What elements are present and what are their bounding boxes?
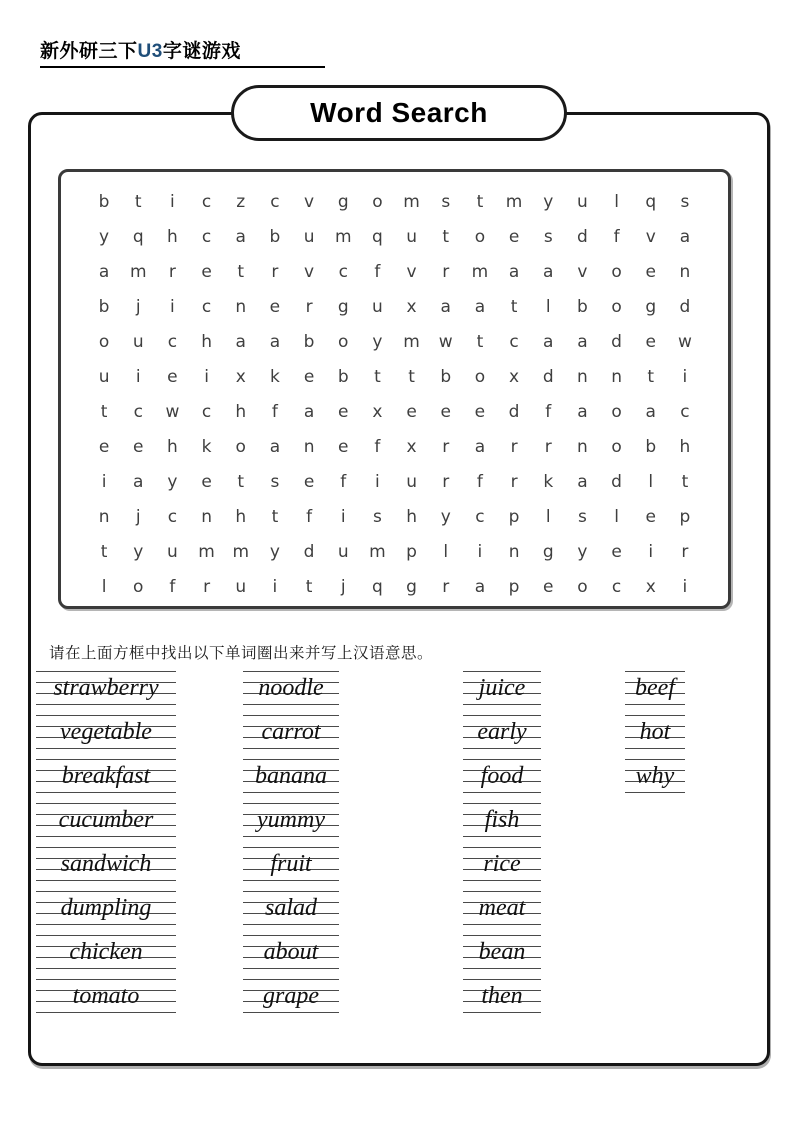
grid-letter: s bbox=[543, 226, 553, 247]
grid-letter: t bbox=[476, 191, 484, 212]
grid-letter: i bbox=[340, 506, 346, 527]
grid-letter: r bbox=[442, 436, 450, 457]
grid-letter: n bbox=[98, 506, 110, 527]
grid-letter: a bbox=[679, 226, 691, 247]
grid-letter: d bbox=[611, 471, 622, 492]
word-entry bbox=[243, 847, 339, 881]
word-text: salad bbox=[264, 895, 317, 921]
word-entry bbox=[463, 935, 541, 969]
grid-letter: f bbox=[476, 471, 483, 492]
grid-letter: u bbox=[167, 541, 178, 562]
grid-letter: u bbox=[235, 576, 247, 597]
word-list bbox=[31, 671, 767, 1051]
word-entry bbox=[463, 847, 541, 881]
grid-letter: m bbox=[129, 261, 147, 282]
grid-letter: m bbox=[403, 331, 420, 352]
word-text: noodle bbox=[258, 675, 324, 701]
grid-letter: u bbox=[577, 191, 588, 212]
grid-letter: o bbox=[611, 261, 622, 282]
grid-letter: t bbox=[442, 226, 450, 247]
word-entry bbox=[625, 671, 685, 705]
word-text: fish bbox=[484, 807, 520, 833]
grid-letter: g bbox=[337, 296, 349, 317]
grid-letter: a bbox=[98, 261, 110, 282]
grid-letter: o bbox=[372, 191, 383, 212]
word-entry bbox=[36, 847, 176, 881]
grid-letter: r bbox=[681, 541, 689, 562]
word-entry bbox=[243, 759, 339, 793]
grid-letter: e bbox=[440, 401, 451, 422]
grid-letter: y bbox=[133, 541, 144, 562]
grid-letter: w bbox=[677, 331, 692, 352]
grid-letter: o bbox=[98, 331, 110, 352]
grid-letter: a bbox=[235, 226, 246, 247]
word-entry bbox=[463, 759, 541, 793]
grid-letter: r bbox=[442, 261, 450, 282]
grid-letter: a bbox=[577, 401, 588, 422]
grid-letter: r bbox=[510, 436, 518, 457]
grid-letter: d bbox=[303, 541, 315, 562]
word-entry bbox=[243, 935, 339, 969]
word-column-3 bbox=[463, 671, 541, 1023]
grid-letter: z bbox=[236, 191, 246, 212]
word-entry bbox=[463, 979, 541, 1013]
grid-letter: r bbox=[442, 471, 450, 492]
word-entry bbox=[463, 891, 541, 925]
grid-letter: u bbox=[337, 541, 349, 562]
grid-letter: r bbox=[544, 436, 552, 457]
word-text: hot bbox=[639, 719, 671, 745]
grid-letter: h bbox=[406, 506, 417, 527]
grid-letter: e bbox=[645, 506, 656, 527]
grid-letter: y bbox=[543, 191, 554, 212]
grid-letter: o bbox=[474, 226, 486, 247]
grid-letter: m bbox=[369, 541, 386, 562]
grid-letter: p bbox=[406, 541, 417, 562]
grid-letter: y bbox=[167, 471, 178, 492]
page-title-suffix: 字谜游戏 bbox=[162, 41, 241, 62]
grid-letter: p bbox=[508, 576, 520, 597]
grid-letter: v bbox=[577, 261, 588, 282]
grid-letter: i bbox=[682, 366, 688, 387]
grid-letter: l bbox=[545, 506, 551, 527]
grid-letter: c bbox=[475, 506, 485, 527]
word-entry bbox=[463, 803, 541, 837]
grid-letter: a bbox=[508, 261, 520, 282]
grid-letter: g bbox=[406, 576, 417, 597]
word-entry bbox=[243, 979, 339, 1013]
grid-letter: d bbox=[611, 331, 622, 352]
grid-letter: q bbox=[372, 576, 383, 597]
grid-letter: f bbox=[271, 401, 278, 422]
grid-letter: l bbox=[614, 191, 619, 212]
grid-letter: t bbox=[681, 471, 689, 492]
grid-letter: m bbox=[232, 541, 250, 562]
word-text: meat bbox=[478, 895, 526, 921]
grid-letter: n bbox=[679, 261, 691, 282]
letter-grid bbox=[87, 184, 702, 598]
grid-letter: e bbox=[338, 401, 349, 422]
grid-letter: t bbox=[100, 401, 108, 422]
word-text: sandwich bbox=[60, 851, 152, 877]
grid-letter: i bbox=[682, 576, 688, 597]
grid-letter: o bbox=[235, 436, 246, 457]
grid-letter: a bbox=[303, 401, 315, 422]
grid-letter: j bbox=[135, 506, 141, 527]
grid-letter: c bbox=[201, 191, 212, 212]
grid-letter: y bbox=[269, 541, 280, 562]
grid-letter: m bbox=[505, 191, 523, 212]
grid-letter: c bbox=[509, 331, 519, 352]
grid-letter: o bbox=[474, 366, 486, 387]
grid-letter: y bbox=[440, 506, 451, 527]
grid-letter: g bbox=[337, 191, 349, 212]
grid-letter: e bbox=[543, 576, 554, 597]
grid-letter: e bbox=[303, 366, 315, 387]
word-text: grape bbox=[263, 983, 319, 1009]
grid-letter: t bbox=[374, 366, 381, 387]
grid-letter: t bbox=[237, 471, 245, 492]
word-column-1 bbox=[36, 671, 176, 1023]
grid-letter: d bbox=[577, 226, 588, 247]
grid-letter: c bbox=[611, 576, 622, 597]
grid-letter: i bbox=[375, 471, 380, 492]
grid-letter: k bbox=[201, 436, 212, 457]
word-entry bbox=[36, 935, 176, 969]
word-text: early bbox=[477, 719, 527, 745]
grid-letter: a bbox=[269, 331, 281, 352]
word-entry bbox=[243, 715, 339, 749]
grid-letter: w bbox=[165, 401, 180, 422]
word-entry bbox=[243, 671, 339, 705]
grid-letter: o bbox=[577, 576, 588, 597]
grid-letter: u bbox=[303, 226, 315, 247]
grid-letter: e bbox=[474, 401, 486, 422]
grid-letter: t bbox=[408, 366, 415, 387]
grid-letter: s bbox=[441, 191, 451, 212]
grid-letter: a bbox=[474, 576, 486, 597]
grid-letter: m bbox=[471, 261, 489, 282]
grid-letter: a bbox=[235, 331, 246, 352]
grid-letter: b bbox=[645, 436, 657, 457]
grid-letter: e bbox=[201, 471, 212, 492]
grid-letter: n bbox=[611, 366, 622, 387]
grid-letter: r bbox=[203, 576, 211, 597]
word-text: breakfast bbox=[61, 763, 151, 789]
word-text: banana bbox=[255, 763, 327, 789]
word-text: why bbox=[635, 763, 675, 789]
word-text: rice bbox=[483, 851, 521, 877]
grid-letter: x bbox=[509, 366, 520, 387]
grid-letter: b bbox=[98, 191, 110, 212]
word-column-4 bbox=[625, 671, 685, 803]
grid-letter: q bbox=[645, 191, 657, 212]
grid-letter: o bbox=[611, 401, 622, 422]
word-entry bbox=[36, 759, 176, 793]
grid-letter: m bbox=[198, 541, 215, 562]
grid-letter: i bbox=[272, 576, 278, 597]
grid-letter: g bbox=[542, 541, 554, 562]
word-entry bbox=[36, 671, 176, 705]
grid-letter: k bbox=[269, 366, 280, 387]
word-text: food bbox=[480, 763, 524, 789]
grid-letter: k bbox=[543, 471, 554, 492]
grid-letter: f bbox=[545, 401, 552, 422]
grid-letter: o bbox=[611, 296, 622, 317]
word-column-2 bbox=[243, 671, 339, 1023]
grid-letter: b bbox=[337, 366, 349, 387]
grid-letter: s bbox=[372, 506, 382, 527]
word-entry bbox=[625, 715, 685, 749]
grid-letter: a bbox=[543, 261, 554, 282]
grid-letter: e bbox=[133, 436, 144, 457]
grid-letter: t bbox=[100, 541, 108, 562]
word-text: tomato bbox=[72, 983, 140, 1009]
grid-letter: a bbox=[577, 471, 588, 492]
worksheet-card bbox=[28, 97, 770, 1066]
grid-letter: t bbox=[134, 191, 142, 212]
grid-letter: e bbox=[201, 261, 212, 282]
grid-letter: t bbox=[647, 366, 655, 387]
grid-letter: r bbox=[305, 296, 313, 317]
grid-letter: s bbox=[270, 471, 280, 492]
grid-letter: a bbox=[474, 436, 486, 457]
grid-letter: t bbox=[305, 576, 313, 597]
word-text: juice bbox=[478, 675, 526, 701]
word-entry bbox=[36, 803, 176, 837]
grid-letter: a bbox=[474, 296, 486, 317]
grid-letter: a bbox=[577, 331, 588, 352]
word-text: yummy bbox=[257, 807, 325, 833]
grid-letter: i bbox=[204, 366, 209, 387]
grid-letter: e bbox=[508, 226, 520, 247]
grid-letter: b bbox=[440, 366, 452, 387]
word-text: fruit bbox=[270, 851, 312, 877]
grid-letter: c bbox=[338, 261, 348, 282]
grid-letter: r bbox=[271, 261, 279, 282]
grid-letter: c bbox=[270, 191, 280, 212]
grid-letter: n bbox=[508, 541, 520, 562]
grid-letter: u bbox=[372, 296, 383, 317]
grid-letter: h bbox=[167, 226, 178, 247]
grid-letter: d bbox=[679, 296, 691, 317]
grid-letter: y bbox=[99, 226, 110, 247]
grid-letter: r bbox=[442, 576, 450, 597]
grid-letter: y bbox=[372, 331, 383, 352]
grid-letter: e bbox=[645, 261, 656, 282]
grid-letter: d bbox=[508, 401, 520, 422]
grid-letter: c bbox=[167, 506, 178, 527]
word-text: strawberry bbox=[53, 675, 159, 701]
grid-letter: h bbox=[235, 401, 247, 422]
letter-grid-box bbox=[58, 169, 731, 609]
grid-letter: v bbox=[304, 261, 315, 282]
grid-letter: p bbox=[508, 506, 520, 527]
grid-letter: e bbox=[338, 436, 349, 457]
grid-letter: q bbox=[372, 226, 383, 247]
grid-letter: h bbox=[679, 436, 691, 457]
grid-letter: b bbox=[303, 331, 315, 352]
grid-letter: a bbox=[133, 471, 144, 492]
grid-letter: o bbox=[133, 576, 144, 597]
grid-letter: j bbox=[135, 296, 141, 317]
grid-letter: x bbox=[235, 366, 246, 387]
grid-letter: q bbox=[132, 226, 144, 247]
grid-letter: x bbox=[372, 401, 383, 422]
grid-letter: j bbox=[340, 576, 346, 597]
grid-letter: l bbox=[614, 506, 619, 527]
grid-letter: p bbox=[679, 506, 691, 527]
word-entry bbox=[463, 715, 541, 749]
word-text: cucumber bbox=[58, 807, 154, 833]
grid-letter: l bbox=[101, 576, 107, 597]
grid-letter: w bbox=[438, 331, 453, 352]
grid-letter: t bbox=[271, 506, 279, 527]
grid-letter: c bbox=[133, 401, 143, 422]
grid-letter: i bbox=[170, 296, 175, 317]
grid-letter: r bbox=[510, 471, 518, 492]
grid-letter: s bbox=[680, 191, 690, 212]
grid-letter: h bbox=[235, 506, 247, 527]
grid-letter: e bbox=[98, 436, 110, 457]
grid-letter: f bbox=[374, 261, 381, 282]
page-title-prefix: 新外研三下 bbox=[40, 41, 138, 62]
grid-letter: u bbox=[406, 226, 417, 247]
grid-letter: e bbox=[611, 541, 622, 562]
grid-letter: u bbox=[98, 366, 110, 387]
grid-letter: e bbox=[303, 471, 315, 492]
grid-letter: c bbox=[201, 296, 212, 317]
grid-letter: m bbox=[403, 191, 420, 212]
word-text: dumpling bbox=[60, 895, 152, 921]
word-entry bbox=[36, 979, 176, 1013]
grid-letter: b bbox=[577, 296, 588, 317]
grid-letter: a bbox=[440, 296, 451, 317]
grid-letter: g bbox=[645, 296, 657, 317]
grid-letter: x bbox=[406, 296, 417, 317]
grid-letter: t bbox=[476, 331, 484, 352]
grid-letter: v bbox=[645, 226, 656, 247]
word-text: vegetable bbox=[60, 719, 152, 745]
grid-letter: i bbox=[101, 471, 107, 492]
grid-letter: n bbox=[577, 436, 588, 457]
grid-letter: l bbox=[443, 541, 449, 562]
grid-letter: b bbox=[98, 296, 110, 317]
word-entry bbox=[625, 759, 685, 793]
word-entry bbox=[36, 891, 176, 925]
word-text: beef bbox=[635, 675, 675, 701]
grid-letter: l bbox=[545, 296, 551, 317]
word-text: then bbox=[481, 983, 523, 1009]
grid-letter: a bbox=[269, 436, 281, 457]
instruction-text: 请在上面方框中找出以下单词圈出来并写上汉语意思。 bbox=[49, 645, 434, 662]
grid-letter: i bbox=[477, 541, 483, 562]
grid-letter: u bbox=[406, 471, 417, 492]
grid-letter: n bbox=[577, 366, 588, 387]
word-search-title-pill bbox=[231, 85, 567, 141]
grid-letter: f bbox=[613, 226, 620, 247]
word-entry bbox=[463, 671, 541, 705]
grid-letter: f bbox=[340, 471, 347, 492]
grid-letter: m bbox=[334, 226, 352, 247]
word-entry bbox=[36, 715, 176, 749]
grid-letter: n bbox=[201, 506, 212, 527]
grid-letter: f bbox=[169, 576, 176, 597]
grid-letter: e bbox=[269, 296, 281, 317]
grid-letter: c bbox=[201, 226, 212, 247]
grid-letter: v bbox=[406, 261, 417, 282]
grid-letter: o bbox=[338, 331, 349, 352]
word-text: bean bbox=[478, 939, 526, 965]
word-entry bbox=[243, 891, 339, 925]
page-title-unit: U3 bbox=[137, 41, 163, 62]
grid-letter: x bbox=[645, 576, 656, 597]
word-entry bbox=[243, 803, 339, 837]
grid-letter: s bbox=[577, 506, 587, 527]
grid-letter: x bbox=[406, 436, 417, 457]
grid-letter: c bbox=[201, 401, 212, 422]
grid-letter: o bbox=[611, 436, 622, 457]
grid-letter: e bbox=[167, 366, 178, 387]
page-title bbox=[40, 36, 325, 68]
grid-letter: f bbox=[374, 436, 381, 457]
word-search-title: Word Search bbox=[310, 97, 488, 128]
grid-letter: h bbox=[201, 331, 212, 352]
word-text: about bbox=[263, 939, 319, 965]
grid-letter: a bbox=[645, 401, 656, 422]
grid-letter: r bbox=[168, 261, 176, 282]
grid-letter: a bbox=[543, 331, 554, 352]
grid-letter: c bbox=[680, 401, 690, 422]
grid-letter: c bbox=[167, 331, 178, 352]
grid-letter: u bbox=[132, 331, 144, 352]
grid-letter: n bbox=[303, 436, 315, 457]
grid-letter: t bbox=[510, 296, 518, 317]
grid-letter: t bbox=[237, 261, 245, 282]
grid-letter: e bbox=[406, 401, 417, 422]
grid-letter: v bbox=[304, 191, 315, 212]
grid-letter: b bbox=[269, 226, 281, 247]
grid-letter: i bbox=[170, 191, 175, 212]
grid-letter: d bbox=[542, 366, 554, 387]
grid-letter: l bbox=[648, 471, 654, 492]
grid-letter: y bbox=[577, 541, 588, 562]
word-text: chicken bbox=[69, 939, 143, 965]
grid-letter: n bbox=[235, 296, 247, 317]
grid-letter: f bbox=[306, 506, 313, 527]
grid-letter: i bbox=[648, 541, 654, 562]
grid-letter: h bbox=[167, 436, 178, 457]
word-text: carrot bbox=[261, 719, 321, 745]
grid-letter: i bbox=[135, 366, 141, 387]
grid-letter: e bbox=[645, 331, 656, 352]
